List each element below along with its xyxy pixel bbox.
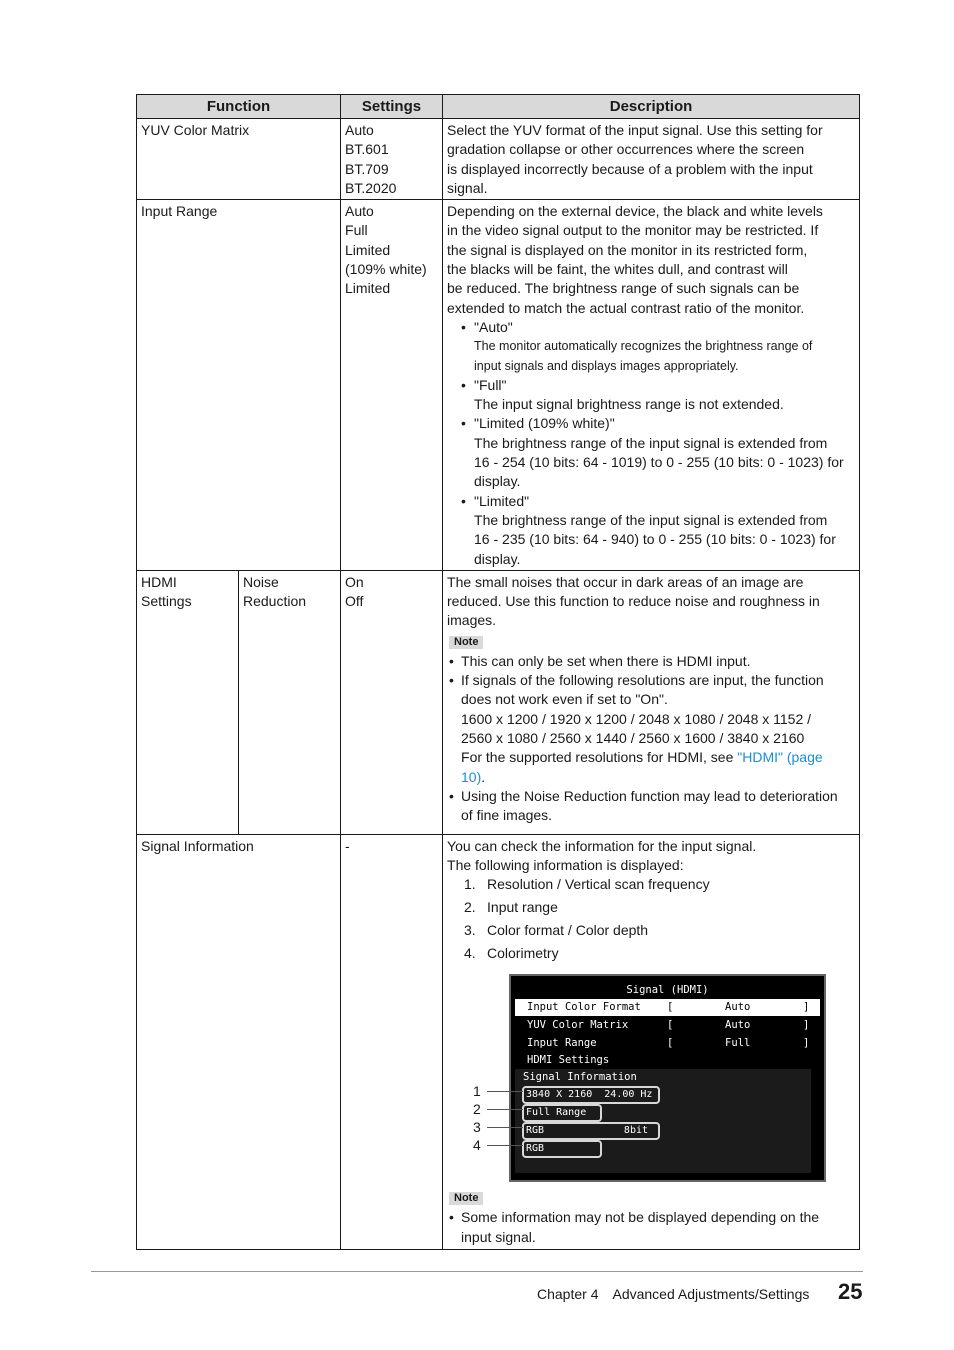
callout-number: 1 (473, 1083, 481, 1100)
setting-option: - (345, 837, 350, 854)
note-item-cont (447, 768, 855, 787)
hdmi-page-link-cont[interactable]: 10) (461, 768, 482, 785)
list-number: 2. (464, 899, 476, 916)
footer-chapter (537, 1285, 809, 1304)
description-line: the signal is displayed on the monitor in its restricted form, (447, 241, 808, 258)
footer-divider (91, 1271, 863, 1272)
hdmi-page-link[interactable]: "HDMI" (page (737, 749, 823, 766)
description-line: The small noises that occur in dark areas of an image are (447, 573, 804, 590)
callout-number: 4 (473, 1137, 481, 1154)
description-cell (443, 119, 860, 200)
osd-title: Signal (HDMI) (626, 984, 709, 997)
function-label: Noise (243, 573, 279, 590)
function-label: Reduction (243, 593, 307, 610)
option-limited-109-desc: display. (474, 473, 521, 490)
list-item (464, 921, 855, 944)
option-auto-desc: The monitor automatically recognizes the brightness range of (474, 339, 813, 354)
list-number: 4. (464, 945, 476, 962)
osd-resolution-field (522, 1086, 660, 1104)
description-line: You can check the information for the input signal. (447, 837, 757, 854)
description-line: Depending on the external device, the black and white levels (447, 203, 823, 220)
signal-info-list (447, 875, 855, 967)
table-row-yuv-color-matrix (137, 119, 860, 200)
osd-range-value: Full Range (526, 1107, 587, 1119)
group-label: HDMI (141, 573, 177, 590)
osd-colorimetry-value: RGB (526, 1143, 545, 1155)
note-item-cont: 2560 x 1080 / 2560 x 1440 / 2560 x 1600 / 3840 x 2160 (461, 729, 805, 746)
option-limited-desc: display. (474, 550, 521, 567)
osd-resolution-value: 3840 X 2160 24.00 Hz (526, 1089, 653, 1101)
note-item-cont: input signal. (461, 1228, 536, 1245)
osd-row-yuv-color-matrix (515, 1017, 820, 1034)
note-badge: Note (449, 1192, 483, 1205)
osd-row-bracket: [ (667, 1019, 674, 1032)
osd-row-value: Full (725, 1037, 751, 1050)
description-line: in the video signal output to the monitor may be restricted. If (447, 222, 819, 239)
description-line: reduced. Use this function to reduce noise and roughness in (447, 593, 820, 610)
callout-number: 2 (473, 1101, 481, 1118)
header-settings: Settings (341, 95, 443, 119)
link-suffix: . (481, 768, 486, 785)
list-text: Input range (487, 899, 558, 916)
osd-row-hdmi-settings (515, 1052, 820, 1069)
list-text: Color format / Color depth (487, 922, 649, 939)
description-line: the blacks will be faint, the whites dull, and contrast will (447, 261, 788, 278)
description-line: extended to match the actual contrast ratio of the monitor. (447, 299, 805, 316)
footer-chapter-number: Chapter 4 (537, 1286, 599, 1302)
osd-signal-menu (509, 974, 826, 1182)
option-limited-desc: The brightness range of the input signal is extended from (474, 511, 828, 528)
header-function: Function (137, 95, 341, 119)
settings-cell (341, 200, 443, 571)
setting-option: (109% white) (345, 261, 427, 278)
osd-row-bracket: ] (803, 1019, 810, 1032)
setting-option: On (345, 573, 364, 590)
table-header-row (137, 95, 860, 119)
range-options-list (447, 318, 855, 569)
header-description: Description (443, 95, 860, 119)
description-line: be reduced. The brightness range of such signals can be (447, 280, 800, 297)
setting-option: Limited (345, 241, 391, 258)
page-number: 25 (838, 1279, 863, 1304)
note-item: • Some information may not be displayed depending on the (447, 1208, 855, 1227)
note-item: • This can only be set when there is HDMI input. (447, 652, 855, 671)
note-item-cont (447, 748, 855, 767)
setting-option: Full (345, 222, 368, 239)
option-full-desc: The input signal brightness range is not extended. (474, 396, 784, 413)
table-row-input-range (137, 200, 860, 571)
option-limited-title: • "Limited" (474, 492, 855, 511)
settings-table (136, 94, 860, 1250)
option-limited-desc: 16 - 235 (10 bits: 64 - 940) to 0 - 255 (10 bits: 0 - 1023) for (474, 531, 836, 548)
osd-range-field (522, 1104, 602, 1122)
setting-option: Limited (345, 280, 391, 297)
osd-row-bracket: ] (803, 1001, 810, 1014)
list-item (464, 875, 855, 898)
list-item (464, 944, 855, 967)
settings-cell (341, 119, 443, 200)
option-full-title: • "Full" (474, 376, 855, 395)
setting-option: Auto (345, 203, 374, 220)
table-row-noise-reduction (137, 570, 860, 834)
settings-cell (341, 834, 443, 1249)
description-cell (443, 200, 860, 571)
callout-leader-line (487, 1145, 523, 1146)
note-item-cont: 1600 x 1200 / 1920 x 1200 / 2048 x 1080 / 2048 x 1152 / (461, 710, 812, 727)
setting-option: Off (345, 593, 364, 610)
note-item-cont: of fine images. (461, 807, 553, 824)
note-item: • If signals of the following resolutions are input, the function (447, 671, 855, 690)
osd-screenshot-figure (447, 969, 855, 1187)
osd-row-bracket: [ (667, 1001, 674, 1014)
option-auto-title: • "Auto" (474, 318, 855, 337)
osd-row-bracket: [ (667, 1037, 674, 1050)
function-label: Input Range (141, 203, 218, 220)
option-limited-109-desc: 16 - 254 (10 bits: 64 - 1019) to 0 - 255 (10 bits: 0 - 1023) for (474, 454, 844, 471)
note-item-cont: does not work even if set to "On". (461, 691, 668, 708)
osd-row-value: Auto (725, 1001, 751, 1014)
function-label: Signal Information (141, 837, 254, 854)
osd-row-key: Input Color Format (527, 1001, 641, 1014)
footer-chapter-title: Advanced Adjustments/Settings (612, 1286, 810, 1302)
osd-depth-value: 8bit (623, 1125, 649, 1137)
osd-row-input-range (515, 1035, 820, 1052)
function-cell (137, 200, 341, 571)
setting-option: Auto (345, 122, 374, 138)
description-line: The following information is displayed: (447, 857, 684, 874)
osd-format-value: RGB (526, 1125, 545, 1137)
osd-row-key: YUV Color Matrix (527, 1019, 629, 1032)
list-text: Resolution / Vertical scan frequency (487, 876, 710, 893)
description-cell (443, 570, 860, 834)
note-badge: Note (449, 636, 483, 649)
osd-row-key: HDMI Settings (527, 1054, 610, 1067)
callout-leader-line (487, 1109, 523, 1110)
group-label: Settings (141, 593, 192, 610)
setting-option: BT.2020 (345, 179, 397, 196)
osd-panel-label: Signal Information (523, 1071, 637, 1084)
description-cell (443, 834, 860, 1249)
list-number: 3. (464, 922, 476, 939)
table-row-signal-information (137, 834, 860, 1249)
function-cell (239, 570, 341, 834)
description-line: is displayed incorrectly because of a problem with the input (447, 160, 813, 177)
list-item (464, 898, 855, 921)
function-cell (137, 834, 341, 1249)
option-limited-109-title: • "Limited (109% white)" (474, 414, 855, 433)
osd-colorimetry-field (522, 1140, 602, 1158)
osd-row-value: Auto (725, 1019, 751, 1032)
option-auto-desc: input signals and displays images appropriately. (474, 358, 739, 373)
function-cell (137, 119, 341, 200)
description-line: gradation collapse or other occurrences where the screen (447, 141, 805, 158)
callout-number: 3 (473, 1119, 481, 1136)
osd-row-bracket: ] (803, 1037, 810, 1050)
list-number: 1. (464, 876, 476, 893)
description-line: Select the YUV format of the input signal. Use this setting for (447, 122, 823, 138)
option-limited-109-desc: The brightness range of the input signal is extended from (474, 434, 828, 451)
group-cell (137, 570, 239, 834)
description-line: images. (447, 612, 497, 629)
link-prefix: For the supported resolutions for HDMI, see (461, 749, 738, 766)
osd-format-field (522, 1122, 660, 1140)
osd-row-key: Input Range (527, 1037, 597, 1050)
settings-cell (341, 570, 443, 834)
function-label: YUV Color Matrix (141, 122, 250, 138)
setting-option: BT.601 (345, 141, 389, 158)
callout-leader-line (487, 1091, 523, 1092)
osd-row-input-color-format (515, 999, 820, 1016)
callout-leader-line (487, 1127, 523, 1128)
note-item: • Using the Noise Reduction function may lead to deterioration (447, 787, 855, 806)
setting-option: BT.709 (345, 160, 389, 177)
description-line: signal. (447, 179, 488, 196)
list-text: Colorimetry (487, 945, 559, 962)
